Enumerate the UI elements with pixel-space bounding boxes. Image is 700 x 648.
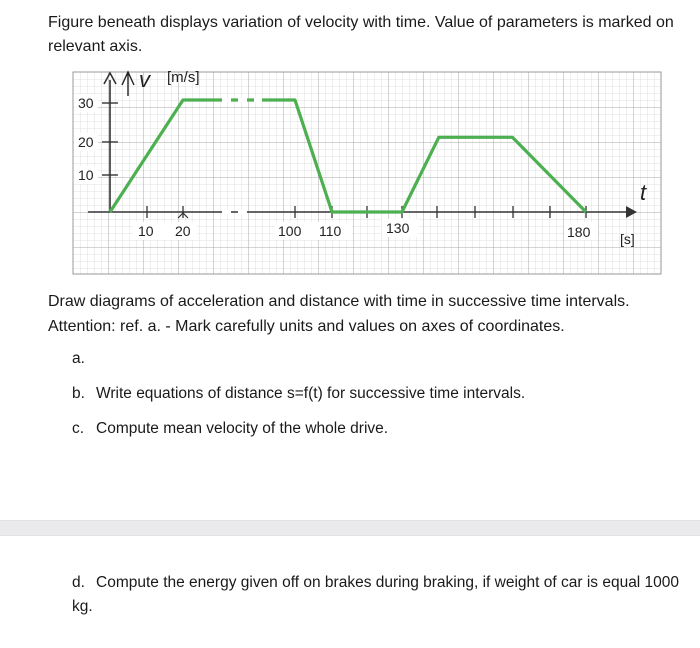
- task-instructions: [48, 289, 688, 339]
- y-label-symbol: v: [139, 67, 150, 92]
- x-tick-label-110: 110: [319, 223, 342, 239]
- item-d-label: d.: [72, 574, 85, 591]
- item-c-text: Compute mean velocity of the whole drive.: [96, 420, 389, 437]
- y-tick-label-20: 20: [78, 134, 94, 150]
- x-tick-label-180: 180: [567, 224, 591, 240]
- item-d-text: Compute the energy given off on brakes during braking, if weight of car is equal 1000 kg.: [72, 574, 680, 615]
- x-tick-label-100: 100: [278, 223, 302, 239]
- y-tick-label-10: 10: [78, 167, 94, 183]
- item-d: [72, 571, 692, 619]
- y-label-unit: [m/s]: [167, 69, 200, 86]
- item-b-text: Write equations of distance s=f(t) for successive time intervals.: [96, 385, 526, 402]
- section-divider: [0, 520, 700, 536]
- x-tick-label-10: 10: [138, 223, 154, 239]
- task-line-1: Draw diagrams of acceleration and distance with time in successive time intervals.: [48, 293, 630, 310]
- x-tick-label-20: 20: [175, 223, 191, 239]
- item-b: [72, 383, 525, 405]
- item-c: [72, 418, 388, 440]
- x-label-unit: [s]: [620, 231, 635, 247]
- item-c-label: c.: [72, 420, 85, 437]
- x-label-symbol: t: [640, 180, 647, 205]
- item-a-label: a.: [72, 350, 85, 367]
- graph-paper-coarse: [73, 72, 661, 274]
- item-a: [72, 348, 96, 370]
- x-tick-label-130: 130: [386, 220, 410, 236]
- task-line-2: Attention: ref. a. - Mark carefully units and values on axes of coordinates.: [48, 318, 565, 335]
- y-tick-label-30: 30: [78, 95, 94, 111]
- problem-intro: Figure beneath displays variation of velocity with time. Value of parameters is marked on relevant axis.: [48, 14, 674, 55]
- item-b-label: b.: [72, 385, 85, 402]
